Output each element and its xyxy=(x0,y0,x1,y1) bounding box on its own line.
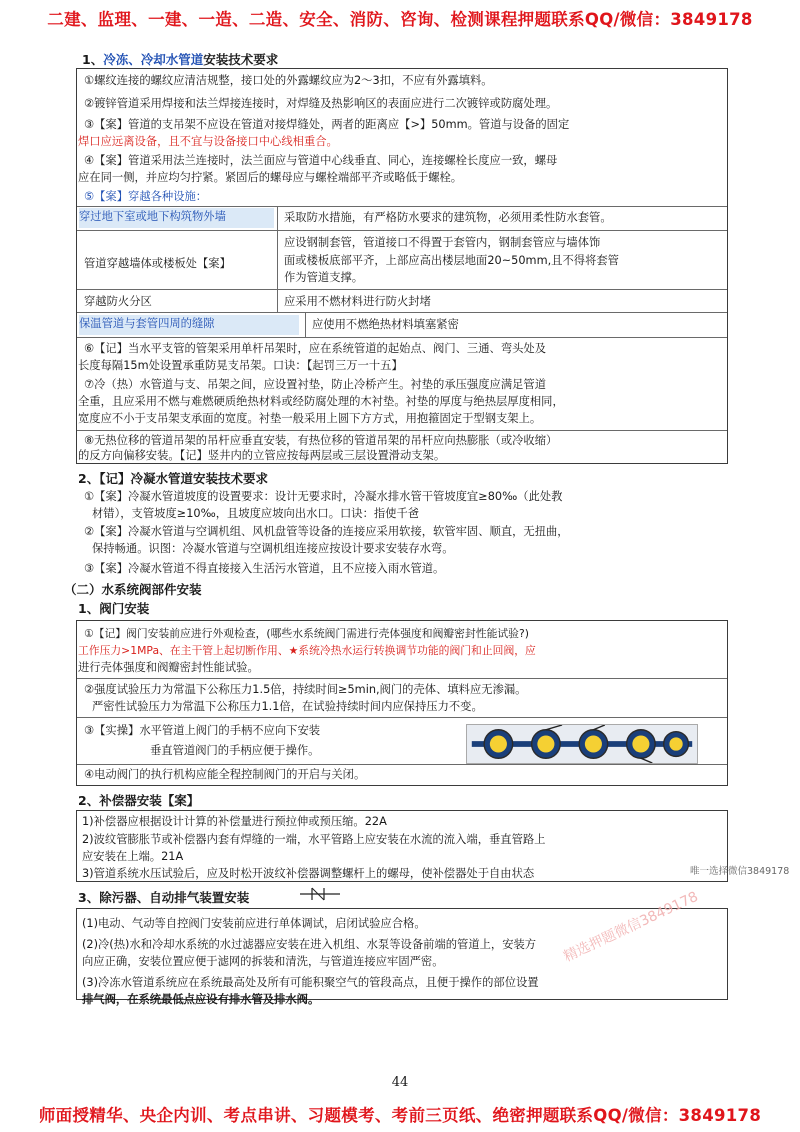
s1-item3a: ③【案】管道的支吊架不应设在管道对接焊缝处，两者的距离应【>】50mm。管道与设备的固定 xyxy=(84,118,570,131)
valve-heading: 1、阀门安装 xyxy=(78,601,150,616)
table-row2-right-b: 面或楼板底部平齐，上部应高出楼层地面20~50mm,且不得将套管 xyxy=(284,254,619,267)
s1-item7b: 全重，且应采用不燃与难燃硬质绝热材料或经防腐处理的木衬垫。衬垫的厚度与绝热层厚度相同， xyxy=(78,395,564,408)
section1-title-a: 冷冻、冷却水管道 xyxy=(103,52,204,67)
s1-item8a: ⑧无热位移的管道吊架的吊杆应垂直安装，有热位移的管道吊架的吊杆应向热膨胀（或冷收缩） xyxy=(84,434,558,447)
dirt-item3b: 排气阀，在系统最低点应设有排水管及排水阀。 xyxy=(82,993,320,1006)
valve-item1a: ①【记】阀门安装前应进行外观检查，(哪些水系统阀门需进行壳体强度和阀瓣密封性能试验?) xyxy=(84,627,529,640)
table-row2-right-c: 作为管道支撑。 xyxy=(284,271,364,284)
dirt-item2b: 向应正确，安装位置应便于滤网的拆装和清洗，与管道连接应牢固严密。 xyxy=(82,955,444,968)
s1-item3b: 焊口应远离设备，且不宜与设备接口中心线相重合。 xyxy=(78,135,338,148)
section1-title-b: 安装技术要求 xyxy=(203,52,279,67)
table-row3-left: 穿越防火分区 xyxy=(84,295,152,308)
page-number: 44 xyxy=(391,1075,409,1090)
valve-item3a: ③【实操】水平管道上阀门的手柄不应向下安装 xyxy=(84,724,321,737)
valve-item2a: ②强度试验压力为常温下公称压力1.5倍，持续时间≥5min,阀门的壳体、填料应无渗漏。 xyxy=(84,683,527,696)
valve-item4: ④电动阀门的执行机构应能全程控制阀门的开启与关闭。 xyxy=(84,768,366,781)
s1-item6a: ⑥【记】当水平支管的管架采用单杆吊架时，应在系统管道的起始点、阀门、三通、弯头处及 xyxy=(84,342,547,355)
valve-item3b: 垂直管道阀门的手柄应便于操作。 xyxy=(150,744,320,757)
section1-heading xyxy=(82,50,278,68)
s1-item7c: 宽度应不小于支吊架支承面的宽度。衬垫一般采用上圆下方方式，用抱箍固定于型钢支架上。 xyxy=(78,412,542,425)
comp-item2b: 应安装在上端。21A xyxy=(82,850,184,863)
s1-item5: ⑤【案】穿越各种设施： xyxy=(84,190,208,203)
table-row1-left: 穿过地下室或地下构筑物外墙 xyxy=(79,208,274,228)
valve-item1b: 工作压力>1MPa、在主干管上起切断作用、★系统冷热水运行转换调节功能的阀门和止回阀，应 xyxy=(78,644,536,657)
bottom-banner: 师面授精华、央企内训、考点串讲、习题模考、考前三页纸、绝密押题联系QQ/微信：3849178 xyxy=(38,1106,762,1125)
s1-item8b: 的反方向偏移安装。【记】竖井内的立管应按每两层或三层设置滑动支架。 xyxy=(78,449,446,462)
valve-line-1 xyxy=(77,678,727,679)
valve-line-2 xyxy=(77,717,727,718)
s1-item4a: ④【案】管道采用法兰连接时，法兰面应与管道中心线垂直、同心，连接螺栓长度应一致，螺母 xyxy=(84,154,558,167)
table-line-2 xyxy=(77,289,727,290)
watermark-diagonal: 精选押题微信3849178 xyxy=(561,888,701,966)
dirt-heading: 3、除污器、自动排气装置安装 xyxy=(78,890,250,905)
s2-item1a: ①【案】冷凝水管道坡度的设置要求：设计无要求时，冷凝水排水管干管坡度宜≥80‰（此处教 xyxy=(84,490,563,503)
table-line-3 xyxy=(77,312,727,313)
table-row3-right: 应采用不燃材料进行防火封堵 xyxy=(284,295,431,308)
table-divider-2 xyxy=(305,312,306,337)
s1-separator xyxy=(77,430,727,431)
valve-line-3 xyxy=(77,764,727,765)
compensator-heading: 2、补偿器安装【案】 xyxy=(78,793,200,808)
valve-item1c: 进行壳体强度和阀瓣密封性能试验。 xyxy=(78,661,259,674)
table-bottom-line xyxy=(77,337,727,338)
watermark-small: 唯一选择微信3849178 xyxy=(690,866,790,877)
section2-heading: 2、【记】冷凝水管道安装技术要求 xyxy=(78,471,268,486)
s2-item2a: ②【案】冷凝水管道与空调机组、风机盘管等设备的连接应采用软接，软管牢固、顺直，无扭曲， xyxy=(84,525,569,538)
table-top-line xyxy=(77,206,727,207)
table-row2-right-a: 应设钢制套管，管道接口不得置于套管内，钢制套管应与墙体饰 xyxy=(284,236,601,249)
s1-item1: ①螺纹连接的螺纹应清洁规整，接口处的外露螺纹应为2～3扣，不应有外露填料。 xyxy=(84,74,493,87)
s2-item2b: 保持畅通。识图：冷凝水管道与空调机组连接应按设计要求安装存水弯。 xyxy=(92,542,454,555)
table-divider xyxy=(277,206,278,312)
part2-heading: （二）水系统阀部件安装 xyxy=(64,582,202,597)
s2-item3: ③【案】冷凝水管道不得直接接入生活污水管道，且不应接入雨水管道。 xyxy=(84,562,445,575)
dirt-item2a: (2)冷(热)水和冷却水系统的水过滤器应安装在进入机组、水泵等设备前端的管道上，安装方 xyxy=(82,938,537,951)
table-row4-right: 应使用不燃绝热材料填塞紧密 xyxy=(312,318,459,331)
valve-handle-illustration xyxy=(466,724,698,764)
s2-item1b: 材错），支管坡度≥10‰，且坡度应坡向出水口。口诀：指使千爸 xyxy=(92,507,420,520)
s1-item4b: 应在同一侧，并应均匀拧紧。紧固后的螺母应与螺栓端部平齐或略低于螺栓。 xyxy=(78,171,463,184)
section1-prefix: 1、 xyxy=(82,52,104,67)
table-row1-right: 采取防水措施，有严格防水要求的建筑物，必须用柔性防水套管。 xyxy=(284,211,612,224)
dirt-item1: (1)电动、气动等自控阀门安装前应进行单体调试，启闭试验应合格。 xyxy=(82,917,426,930)
table-row4-left: 保温管道与套管四周的缝隙 xyxy=(79,315,299,335)
s1-item2: ②镀锌管道采用焊接和法兰焊接连接时，对焊缝及热影响区的表面应进行二次镀锌或防腐处理。 xyxy=(84,97,558,110)
comp-item2a: 2)波纹管膨胀节或补偿器内套有焊缝的一端，水平管路上应安装在水流的流入端，垂直管路上 xyxy=(82,833,546,846)
s1-item6b: 长度每隔15m处设置承重防晃支吊架。口诀：【起罚三万一十五】 xyxy=(78,359,403,372)
comp-item3: 3)管道系统水压试验后，应及时松开波纹补偿器调整螺杆上的螺母，使补偿器处于自由状态 xyxy=(82,867,535,880)
dirt-separator-symbol-icon xyxy=(300,887,340,901)
comp-item1: 1)补偿器应根据设计计算的补偿量进行预拉伸或预压缩。22A xyxy=(82,815,387,828)
top-banner: 二建、监理、一建、一造、二造、安全、消防、咨询、检测课程押题联系QQ/微信：3849178 xyxy=(47,10,753,29)
valve-item2b: 严密性试验压力为常温下公称压力1.1倍，在试验持续时间内应保持压力不变。 xyxy=(92,700,483,713)
s1-item7a: ⑦冷（热）水管道与支、吊架之间，应设置衬垫，防止冷桥产生。衬垫的承压强度应满足管道 xyxy=(84,378,547,391)
table-row2-left: 管道穿越墙体或楼板处【案】 xyxy=(84,257,231,270)
table-line-1 xyxy=(77,230,727,231)
dirt-item3a: (3)冷冻水管道系统应在系统最高处及所有可能积聚空气的管段高点，且便于操作的部位设置 xyxy=(82,976,539,989)
